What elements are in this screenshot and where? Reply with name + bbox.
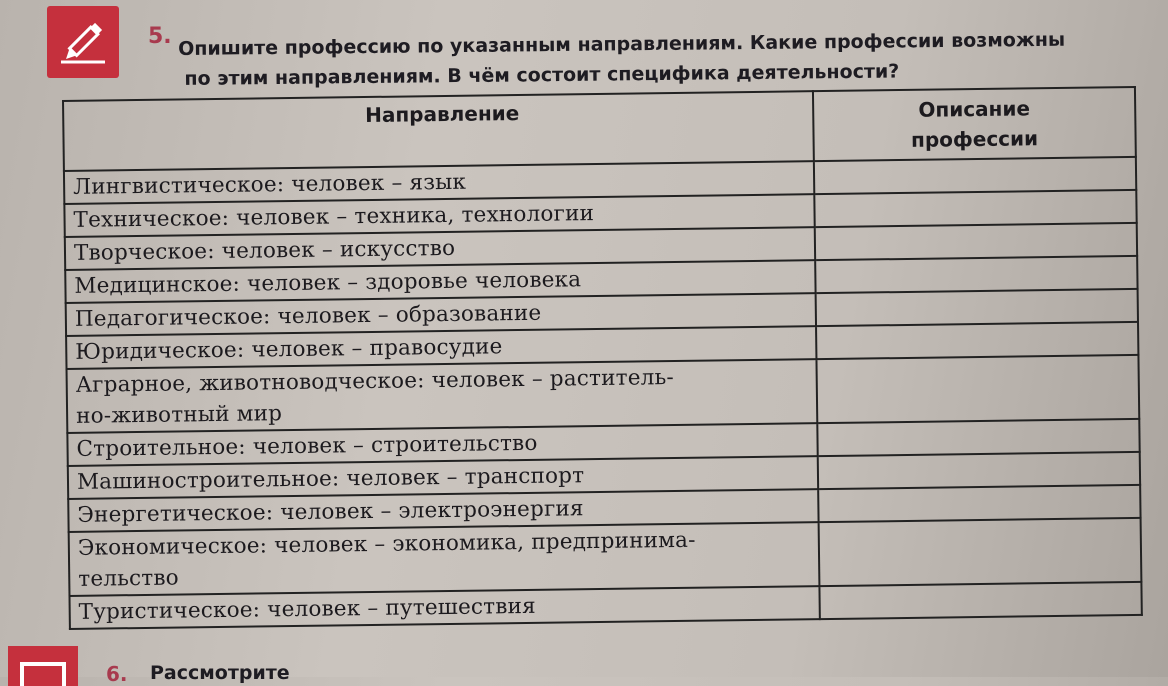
pencil-icon <box>47 6 119 78</box>
description-cell[interactable] <box>814 157 1136 194</box>
direction-line: тельство <box>78 565 180 592</box>
description-cell[interactable] <box>819 518 1142 586</box>
professions-table-wrapper <box>62 86 1143 630</box>
pencil-badge <box>47 6 119 78</box>
description-cell[interactable] <box>816 355 1139 423</box>
professions-table <box>62 86 1143 630</box>
task-instruction <box>178 24 1139 94</box>
description-cell[interactable] <box>816 289 1138 326</box>
direction-cell: Строительное: человек – строительство <box>67 423 817 466</box>
direction-cell: Медицинское: человек – здоровье человека <box>65 260 815 303</box>
direction-cell: Машиностроительное: человек – транспорт <box>68 456 818 499</box>
task-line-1: Опишите профессию по указанным направлениям. Какие профессии возможны <box>178 28 1066 60</box>
direction-cell: Лингвистическое: человек – язык <box>64 161 814 204</box>
description-cell[interactable] <box>815 223 1137 260</box>
direction-line: Экономическое: человек – экономика, предпринима- <box>77 527 696 561</box>
direction-cell <box>67 359 818 433</box>
next-task-text: Рассмотрите <box>150 662 290 684</box>
direction-cell: Творческое: человек – искусство <box>65 227 815 270</box>
next-task-badge <box>8 646 78 686</box>
header-description <box>813 87 1136 161</box>
direction-cell: Энергетическое: человек – электроэнергия <box>68 489 818 532</box>
description-cell[interactable] <box>815 256 1137 293</box>
direction-cell: Юридическое: человек – правосудие <box>66 326 816 369</box>
direction-cell: Техническое: человек – техника, технологии <box>64 194 814 237</box>
direction-line: Аграрное, животноводческое: человек – раститель- <box>75 365 675 398</box>
description-cell[interactable] <box>818 485 1140 522</box>
direction-cell <box>69 522 820 596</box>
description-cell[interactable] <box>816 322 1138 359</box>
header-direction: Направление <box>63 91 814 171</box>
header-description-line1: Описание <box>918 96 1031 122</box>
book-icon <box>8 646 78 686</box>
next-task-number: 6. <box>106 662 128 686</box>
direction-cell: Педагогическое: человек – образование <box>66 293 816 336</box>
header-description-line2: профессии <box>910 126 1039 152</box>
description-cell[interactable] <box>819 582 1141 619</box>
task-number: 5. <box>148 24 172 49</box>
direction-line: но-животный мир <box>75 401 283 429</box>
description-cell[interactable] <box>814 190 1136 227</box>
task-line-2: по этим направлениям. В чём состоит специфика деятельности? <box>184 60 900 90</box>
description-cell[interactable] <box>817 419 1139 456</box>
description-cell[interactable] <box>818 452 1140 489</box>
direction-cell: Туристическое: человек – путешествия <box>69 586 819 629</box>
